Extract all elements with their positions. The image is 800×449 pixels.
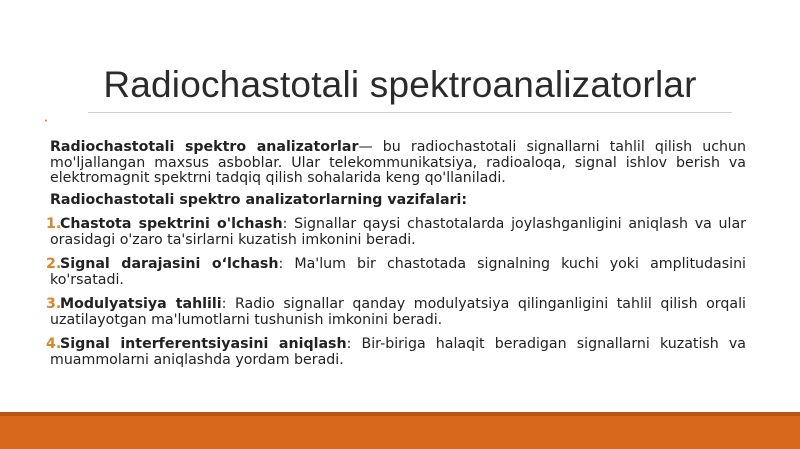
list-item bbox=[46, 216, 746, 248]
list-number: 3. bbox=[46, 296, 62, 312]
tasks-heading: Radiochastotali spektro analizatorlarning vazifalari: bbox=[50, 191, 468, 208]
list-item-text: : Radio signallar qanday modulyatsiya qilinganligini tahlil qilish orqali uzatilayotgan ma'lumotlarni tushunish imkonini beradi. bbox=[50, 296, 746, 328]
intro-term: Radiochastotali spektro analizatorlar bbox=[50, 139, 359, 155]
footer-accent-shade bbox=[0, 412, 800, 416]
list-item-term: Signal darajasini o‘lchash bbox=[60, 256, 279, 272]
intro-paragraph bbox=[50, 140, 746, 187]
slide-title: Radiochastotali spektroanalizatorlar bbox=[103, 64, 697, 105]
list-item-term: Modulyatsiya tahlili bbox=[60, 296, 222, 312]
list-item-term: Chastota spektrini o'lchash bbox=[60, 216, 283, 232]
slide-body bbox=[46, 139, 746, 377]
list-item-text: : Signallar qaysi chastotalarda joylashganligini aniqlash va ular orasidagi o'zaro ta'sirlarni kuzatish imkonini beradi. bbox=[50, 216, 746, 248]
list-item bbox=[46, 256, 746, 288]
list-item-text: : Bir-biriga halaqit beradigan signallarni kuzatish va muammolarni aniqlashda yordam beradi. bbox=[50, 336, 746, 368]
list-number: 1. bbox=[46, 216, 62, 232]
footer-accent-bar bbox=[0, 412, 800, 449]
list-item-term: Signal interferentsiyasini aniqlash bbox=[60, 336, 347, 352]
list-item-text: : Ma'lum bir chastotada signalning kuchi yoki amplitudasini ko'rsatadi. bbox=[50, 256, 746, 288]
list-number: 2. bbox=[46, 256, 62, 272]
intro-text: — bu radiochastotali signallarni tahlil qilish uchun mo'ljallangan maxsus asboblar. Ular telekommunikatsiya, radioaloqa, signal ishlov berish va elektromagnit spektrni tadqiq qilish sohalarida keng qo'llaniladi. bbox=[50, 139, 746, 186]
bullet-marker-icon: · bbox=[44, 116, 48, 127]
list-number: 4. bbox=[46, 336, 62, 352]
list-item bbox=[46, 336, 746, 368]
title-divider bbox=[88, 112, 732, 113]
list-item bbox=[46, 296, 746, 328]
